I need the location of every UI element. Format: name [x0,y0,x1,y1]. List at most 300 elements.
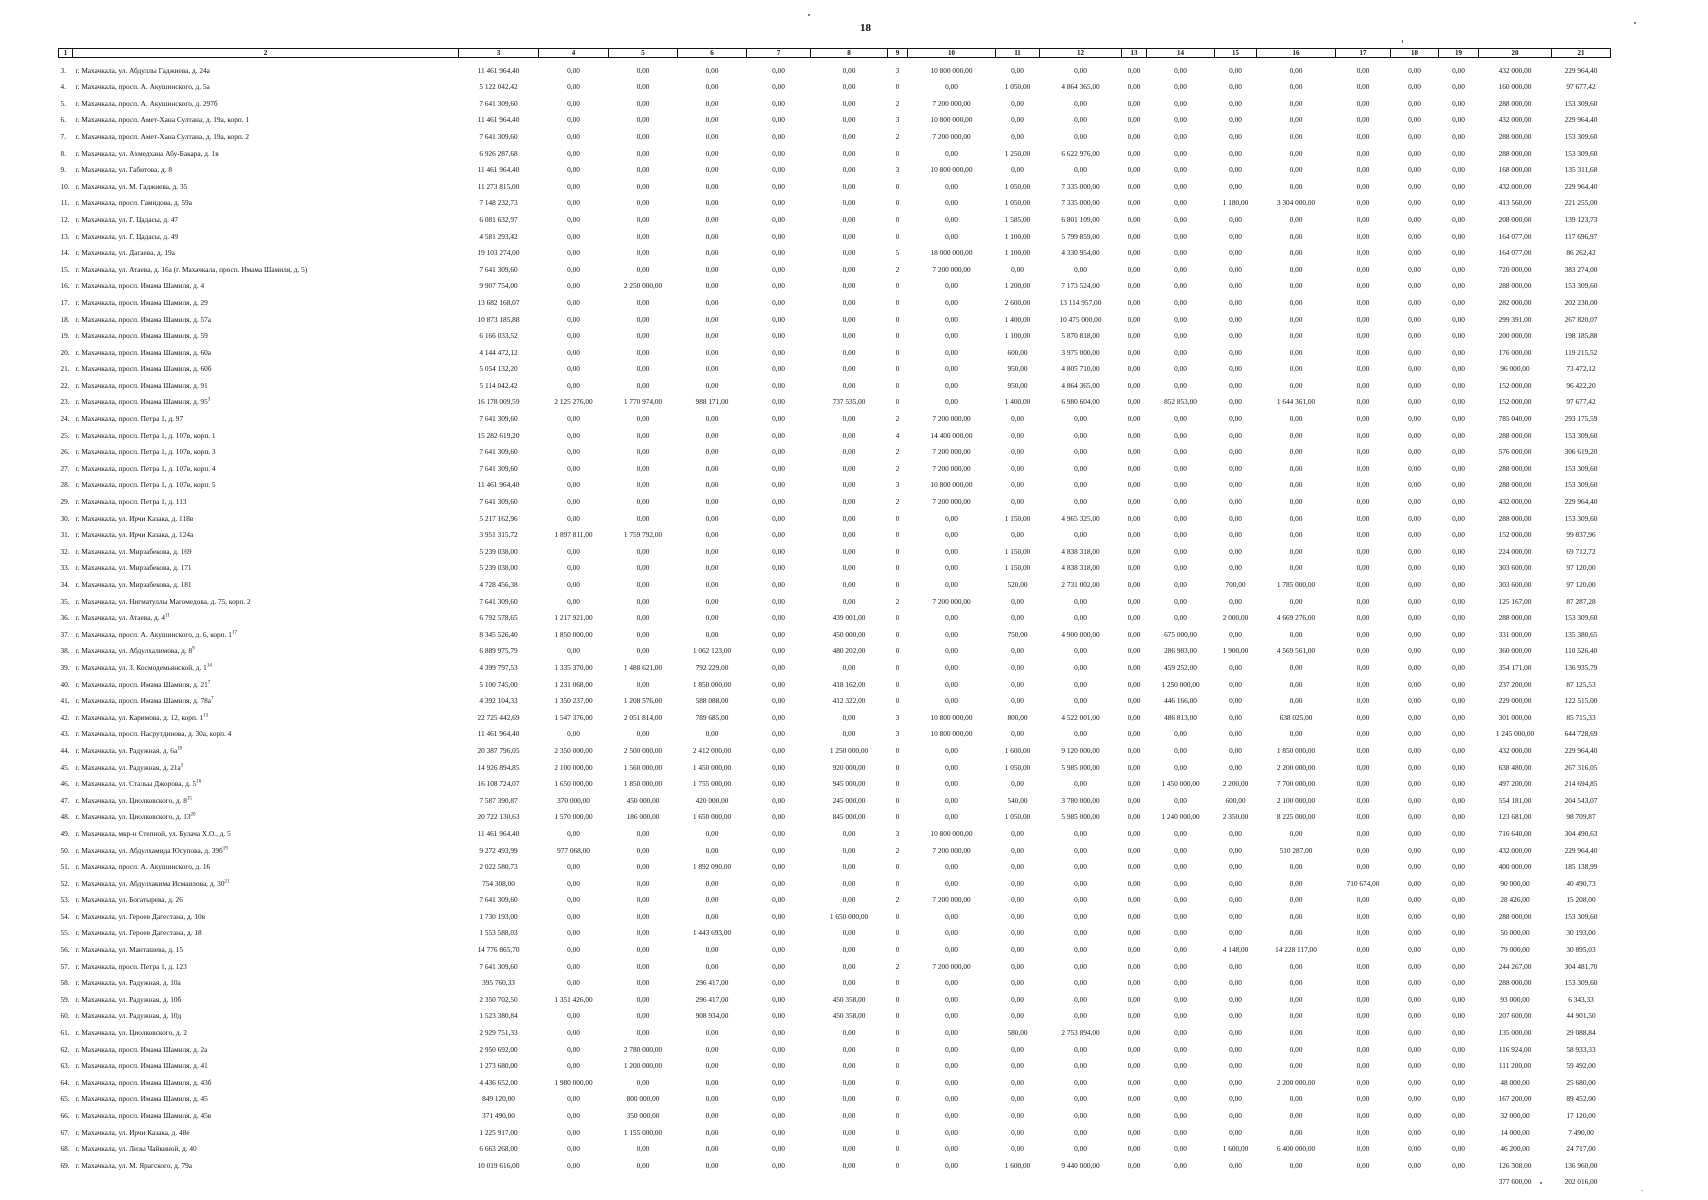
address-text: г. Махачкала, просп. Петра 1, д. 107в, корп. 4 [75,463,216,473]
row-number: 62. [60,1044,70,1054]
value-cell-col-5: 0,00 [636,1011,650,1021]
value-cell-col-21: 304 490,63 [1564,828,1598,838]
value-cell-col-3: 7 641 309,60 [479,131,518,141]
value-cell-col-7: 0,00 [772,480,785,490]
value-cell-col-10: 0,00 [945,380,958,390]
value-cell-col-5: 0,00 [636,463,650,473]
value-cell-col-17: 0,00 [1356,148,1370,158]
value-cell-col-8: 439 001,00 [832,613,866,623]
value-cell-col-6: 1 450 000,00 [692,762,732,772]
value-cell-col-19: 0,00 [1452,131,1465,141]
value-cell-col-15: 0,00 [1229,1160,1242,1170]
value-cell-col-18: 0,00 [1408,414,1421,424]
value-cell-col-17: 0,00 [1356,1044,1370,1054]
value-cell-col-17: 0,00 [1356,281,1370,291]
value-cell-col-9: 0 [895,297,900,307]
value-cell-col-4: 1 650 000,00 [554,779,593,789]
value-cell-col-4: 0,00 [567,961,580,971]
value-cell-col-7: 0,00 [772,745,785,755]
table-row [59,75,1611,92]
value-cell-col-18: 0,00 [1408,1144,1421,1154]
value-cell-col-10 [908,1170,996,1187]
row-number: 11. [60,198,70,208]
value-cell-col-8: 0,00 [842,513,856,523]
value-cell-col-19: 0,00 [1452,895,1465,905]
value-cell-col-17: 0,00 [1356,198,1370,208]
value-cell-col-20: 167 200,00 [1498,1094,1532,1104]
table-row [59,572,1611,589]
table-row [59,207,1611,224]
value-cell-col-18: 0,00 [1408,131,1421,141]
value-cell-col-6: 0,00 [705,513,719,523]
value-cell-col-10: 0,00 [945,646,958,656]
address-cell [73,689,459,706]
value-cell-col-15: 0,00 [1229,729,1242,739]
value-cell-col-18: 0,00 [1408,928,1421,938]
value-cell-col-4: 0,00 [567,463,580,473]
value-cell-col-14: 0,00 [1174,928,1187,938]
address-text: г. Махачкала, ул. Ахмедхана Абу-Бакара, д. 1в [75,148,219,158]
value-cell-col-19: 0,00 [1452,629,1465,639]
value-cell-col-18: 0,00 [1408,1111,1421,1120]
value-cell-col-19 [1439,1170,1479,1187]
value-cell-col-19: 0,00 [1452,696,1465,706]
value-cell-col-8: 0,00 [842,878,856,888]
value-cell-col-12: 6 801 109,00 [1061,214,1100,224]
value-cell-col-19: 0,00 [1452,1111,1465,1120]
value-cell-col-11: 0,00 [1011,1044,1024,1054]
value-cell-col-8: 450 000,00 [832,629,866,639]
value-cell-col-9: 0 [895,347,900,357]
row-number: 33. [60,563,70,573]
address-text: г. Махачкала, ул. Радужная, д. 10д [75,1011,182,1021]
value-cell-col-11: 1 100,00 [1004,331,1031,341]
value-cell-col-11: 1 050,00 [1004,812,1031,822]
value-cell-col-18: 0,00 [1408,596,1421,606]
value-cell-col-12: 0,00 [1074,497,1087,507]
value-cell-col-4: 0,00 [567,347,580,357]
value-cell-col-9: 0 [895,945,900,955]
value-cell-col-13: 0,00 [1127,131,1141,141]
value-cell-col-20: 96 000,00 [1500,364,1530,374]
value-cell-col-21: 15 208,00 [1566,895,1596,905]
value-cell-col-16: 0,00 [1289,181,1303,191]
address-text: г. Махачкала, ул. Мирзабекова, д. 169 [75,546,192,556]
value-cell-col-9: 0 [895,314,900,324]
scan-speck [808,14,810,16]
value-cell-col-9: 0 [895,662,900,672]
value-cell-col-20: 720 000,00 [1498,264,1532,274]
value-cell-col-16: 2 200 000,00 [1276,1077,1316,1087]
value-cell-col-8: 845 000,00 [832,812,866,822]
value-cell-col-21: 153 309,60 [1564,613,1598,623]
value-cell-col-6: 0,00 [705,961,719,971]
address-cell [73,987,459,1004]
address-text: г. Махачкала, ул. Габитова, д. 8 [75,165,172,175]
address-cell [73,606,459,623]
value-cell-col-10: 0,00 [945,1111,958,1120]
row-number: 49. [60,828,70,838]
value-cell-col-3: 20 722 130,63 [477,812,520,822]
value-cell-col-18: 0,00 [1408,214,1421,224]
value-cell-col-12: 0,00 [1074,165,1087,175]
value-cell-col-19: 0,00 [1452,148,1465,158]
value-cell-col-21: 229 964,40 [1564,745,1598,755]
value-cell-col-19: 0,00 [1452,978,1465,988]
value-cell-col-20: 1 245 000,00 [1495,729,1535,739]
value-cell-col-13: 0,00 [1127,1011,1141,1021]
value-cell-col-5: 0,00 [636,646,650,656]
value-cell-col-18: 0,00 [1408,1028,1421,1038]
value-cell-col-16: 2 100 000,00 [1276,795,1316,805]
value-cell-col-14: 0,00 [1174,828,1187,838]
value-cell-col-20: 331 000,00 [1498,629,1532,639]
value-cell-col-4: 2 350 000,00 [554,745,593,755]
value-cell-col-9: 0 [895,546,900,556]
value-cell-col-17: 0,00 [1356,1061,1370,1071]
value-cell-col-17: 0,00 [1356,994,1370,1004]
value-cell-col-5: 0,00 [636,181,650,191]
value-cell-col-14: 0,00 [1174,845,1187,855]
value-cell-col-12: 0,00 [1074,862,1087,872]
value-cell-col-16: 0,00 [1289,1061,1303,1071]
row-number: 55. [60,928,70,938]
address-text: г. Махачкала, просп. Петра 1, д. 123 [75,961,187,971]
value-cell-col-13: 0,00 [1127,1160,1141,1170]
value-cell-col-9: 0 [895,1044,900,1054]
value-cell-col-4: 0,00 [567,1144,580,1154]
value-cell-col-3: 7 641 309,60 [479,497,518,507]
value-cell-col-8: 0,00 [842,1044,856,1054]
value-cell-col-12: 6 622 976,00 [1061,148,1100,158]
column-number: 17 [1336,49,1391,58]
value-cell-col-3: 11 461 964,40 [477,115,520,125]
value-cell-col-19: 0,00 [1452,414,1465,424]
value-cell-col-10: 10 800 000,00 [930,828,973,838]
value-cell-col-20: 207 600,00 [1498,1011,1532,1021]
value-cell-col-11: 0,00 [1011,480,1024,490]
value-cell-col-13: 0,00 [1127,530,1141,540]
value-cell-col-15: 0,00 [1229,463,1242,473]
value-cell-col-9: 0 [895,1094,900,1104]
value-cell-col-14: 1 450 000,00 [1161,779,1200,789]
value-cell-col-17: 0,00 [1356,264,1370,274]
value-cell-col-3: 4 581 293,42 [479,231,518,241]
value-cell-col-10: 7 200 000,00 [932,414,971,424]
table-row [59,290,1611,307]
address-text: г. Махачкала, ул. Нигматуллы Магомедова, д. 75, корп. 2 [75,596,251,606]
value-cell-col-13: 0,00 [1127,264,1141,274]
table-row [59,722,1611,739]
value-cell-col-7: 0,00 [772,513,785,523]
value-cell-col-14: 852 853,00 [1164,397,1197,407]
value-cell-col-16: 1 785 000,00 [1276,580,1316,589]
value-cell-col-12: 0,00 [1074,115,1087,125]
value-cell-col-6: 0,00 [705,115,719,125]
value-cell-col-21: 153 309,60 [1564,131,1598,141]
value-cell-col-20: 200 000,00 [1498,331,1532,341]
value-cell-col-18: 0,00 [1408,828,1421,838]
value-cell-col-12: 9 440 000,00 [1061,1160,1100,1170]
value-cell-col-14: 0,00 [1174,563,1187,573]
address-text: г. Махачкала, ул. Циолковского, д. 8 [75,795,187,805]
value-cell-col-6: 0,00 [705,198,719,208]
value-cell-col-8: 0,00 [842,1160,856,1170]
value-cell-col-11: 1 200,00 [1004,281,1031,291]
column-number: 16 [1257,49,1336,58]
address-text: г. Махачкала, просп. Имама Шамиля, д. 21 [75,679,208,689]
value-cell-col-5: 0,00 [636,131,650,141]
value-cell-col-5: 0,00 [636,978,650,988]
footnote-mark: 15 [186,796,192,802]
value-cell-col-18: 0,00 [1408,1061,1421,1071]
value-cell-col-21: 153 309,60 [1564,513,1598,523]
value-cell-col-12: 4 864 365,00 [1061,380,1100,390]
value-cell-col-12: 0,00 [1074,480,1087,490]
address-text: г. Махачкала, просп. Имама Шамиля, д. 45в [75,1111,212,1120]
value-cell-col-19: 0,00 [1452,1044,1465,1054]
value-cell-col-20: 716 640,00 [1498,828,1532,838]
value-cell-col-13 [1122,1170,1147,1187]
value-cell-col-13: 0,00 [1127,596,1141,606]
value-cell-col-17: 0,00 [1356,911,1370,921]
table-row [59,556,1611,573]
value-cell-col-5: 0,00 [636,480,650,490]
value-cell-col-15: 700,00 [1225,580,1246,589]
row-number: 7. [60,131,66,141]
value-cell-col-19: 0,00 [1452,380,1465,390]
table-row [59,788,1611,805]
value-cell-col-17: 0,00 [1356,530,1370,540]
value-cell-col-20: 303 600,00 [1498,563,1532,573]
value-cell-col-8: 0,00 [842,845,856,855]
table-row [59,606,1611,623]
value-cell-col-6: 0,00 [705,1061,719,1071]
value-cell-col-20: 377 600,00 [1498,1177,1532,1187]
value-cell-col-4: 0,00 [567,895,580,905]
value-cell-col-15: 0,00 [1229,546,1242,556]
value-cell-col-7: 0,00 [772,1044,785,1054]
value-cell-col-16: 0,00 [1289,463,1303,473]
value-cell-col-10: 0,00 [945,662,958,672]
value-cell-col-14: 0,00 [1174,430,1187,440]
value-cell-col-13: 0,00 [1127,115,1141,125]
value-cell-col-20: 116 924,00 [1498,1044,1532,1054]
value-cell-col-5: 2 500 000,00 [623,745,663,755]
table-row [59,158,1611,175]
address-cell [73,755,459,772]
value-cell-col-12 [1040,1170,1122,1187]
value-cell-col-14: 0,00 [1174,65,1187,75]
value-cell-col-6: 0,00 [705,911,719,921]
value-cell-col-13: 0,00 [1127,1111,1141,1120]
table-row [59,241,1611,258]
value-cell-col-14: 0,00 [1174,165,1187,175]
value-cell-col-11: 1 050,00 [1004,762,1031,772]
value-cell-col-7: 0,00 [772,414,785,424]
value-cell-col-8: 0,00 [842,1111,856,1120]
value-cell-col-5: 0,00 [636,331,650,341]
value-cell-col-5: 0,00 [636,1144,650,1154]
value-cell-col-18: 0,00 [1408,181,1421,191]
table-row [59,224,1611,241]
value-cell-col-17: 0,00 [1356,1028,1370,1038]
value-cell-col-9: 0 [895,978,900,988]
value-cell-col-11: 1 585,00 [1004,214,1031,224]
value-cell-col-9: 0 [895,1077,900,1087]
value-cell-col-14: 0,00 [1174,613,1187,623]
value-cell-col-7: 0,00 [772,878,785,888]
value-cell-col-3: 7 641 309,60 [479,895,518,905]
value-cell-col-3: 6 081 632,97 [479,214,518,224]
address-text: г. Махачкала, ул. Каримова, д. 12, корп. 1 [75,712,204,722]
value-cell-col-8: 0,00 [842,181,856,191]
value-cell-col-10: 0,00 [945,745,958,755]
value-cell-col-11: 1 100,00 [1004,248,1031,258]
value-cell-col-17: 0,00 [1356,430,1370,440]
value-cell-col-6: 0,00 [705,1044,719,1054]
address-cell [73,357,459,374]
value-cell-col-7: 0,00 [772,613,785,623]
value-cell-col-12: 0,00 [1074,978,1087,988]
value-cell-col-13: 0,00 [1127,1127,1141,1137]
value-cell-col-12: 5 985 000,00 [1061,762,1100,772]
value-cell-col-10: 0,00 [945,364,958,374]
value-cell-col-5: 0,00 [636,430,650,440]
value-cell-col-16: 14 228 117,00 [1275,945,1317,955]
value-cell-col-13: 0,00 [1127,463,1141,473]
value-cell-col-17: 0,00 [1356,762,1370,772]
value-cell-col-15: 600,00 [1225,795,1246,805]
row-number: 31. [60,530,70,540]
value-cell-col-15: 0,00 [1229,297,1242,307]
value-cell-col-13: 0,00 [1127,862,1141,872]
address-cell [73,1137,459,1154]
value-cell-col-5: 0,00 [636,1077,650,1087]
value-cell-col-14: 1 240 000,00 [1161,812,1200,822]
value-cell-col-10: 0,00 [945,181,958,191]
value-cell-col-3: 6 663 268,00 [479,1144,518,1154]
value-cell-col-17: 0,00 [1356,480,1370,490]
column-number: 5 [609,49,678,58]
value-cell-col-8: 0,00 [842,978,856,988]
address-cell [73,855,459,872]
value-cell-col-20: 432 000,00 [1498,115,1532,125]
value-cell-col-19: 0,00 [1452,1077,1465,1087]
value-cell-col-7: 0,00 [772,131,785,141]
address-text: г. Махачкала, просп. Амет-Хана Султана, д. 19а, корп. 1 [75,115,250,125]
value-cell-col-12: 0,00 [1074,679,1087,689]
table-row [59,622,1611,639]
value-cell-col-13: 0,00 [1127,98,1141,108]
value-cell-col-7: 0,00 [772,762,785,772]
value-cell-col-14: 0,00 [1174,331,1187,341]
table-row [59,539,1611,556]
value-cell-col-10: 0,00 [945,1011,958,1021]
value-cell-col-3: 7 148 232,73 [479,198,518,208]
value-cell-col-15: 0,00 [1229,911,1242,921]
value-cell-col-16: 0,00 [1289,480,1303,490]
value-cell-col-3: 10 019 616,00 [477,1160,520,1170]
value-cell-col-19: 0,00 [1452,331,1465,341]
value-cell-col-3: 2 929 751,33 [479,1028,518,1038]
value-cell-col-10: 7 200 000,00 [932,447,971,457]
value-cell-col-3: 2 350 702,50 [479,994,518,1004]
value-cell-col-12: 3 780 000,00 [1061,795,1100,805]
address-cell [73,91,459,108]
address-text: г. Махачкала, просп. Петра 1, д. 97 [75,414,184,424]
value-cell-col-14: 0,00 [1174,198,1187,208]
value-cell-col-6: 0,00 [705,414,719,424]
value-cell-col-3: 10 873 185,88 [477,314,520,324]
value-cell-col-5: 0,00 [636,546,650,556]
address-cell [73,639,459,656]
value-cell-col-16: 0,00 [1289,314,1303,324]
value-cell-col-17: 0,00 [1356,546,1370,556]
value-cell-col-20: 400 000,00 [1498,862,1532,872]
address-text: г. Махачкала, ул. Атаева, д. 16а (г. Махачкала, просп. Имама Шамиля, д. 5) [75,264,308,274]
value-cell-col-15 [1215,1170,1257,1187]
table-row [59,921,1611,938]
value-cell-col-14: 1 250 000,00 [1161,679,1200,689]
value-cell-col-8: 0,00 [842,430,856,440]
value-cell-col-3: 1 730 193,00 [479,911,518,921]
value-cell-col-15: 0,00 [1229,928,1242,938]
address-cell [73,871,459,888]
value-cell-col-16: 0,00 [1289,1111,1303,1120]
value-cell-col-17: 0,00 [1356,165,1370,175]
value-cell-col-3: 7 641 309,60 [479,98,518,108]
column-number: 14 [1147,49,1215,58]
value-cell-col-12: 0,00 [1074,878,1087,888]
value-cell-col-3 [459,1170,539,1187]
value-cell-col-6: 1 755 000,00 [692,779,732,789]
value-cell-col-21: 139 123,73 [1564,214,1598,224]
value-cell-col-3: 6 926 287,68 [479,148,518,158]
value-cell-col-19: 0,00 [1452,828,1465,838]
value-cell-col-8: 0,00 [842,1061,856,1071]
value-cell-col-8: 0,00 [842,530,856,540]
row-number: 47. [60,795,70,805]
value-cell-col-21: 229 964,40 [1564,845,1598,855]
value-cell-col-5: 0,00 [636,613,650,623]
value-cell-col-12: 0,00 [1074,530,1087,540]
address-text: г. Махачкала, просп. Имама Шамиля, д. 59 [75,331,208,341]
value-cell-col-4: 0,00 [567,580,580,589]
value-cell-col-18: 0,00 [1408,380,1421,390]
value-cell-col-12: 0,00 [1074,1061,1087,1071]
value-cell-col-12: 2 753 894,00 [1061,1028,1100,1038]
value-cell-col-7: 0,00 [772,546,785,556]
value-cell-col-10: 0,00 [945,1044,958,1054]
value-cell-col-6: 0,00 [705,1028,719,1038]
value-cell-col-17: 0,00 [1356,65,1370,75]
value-cell-col-15: 0,00 [1229,82,1242,92]
address-text: г. Махачкала, просп. Петра 1, д. 107в, корп. 3 [75,447,216,457]
address-text: г. Махачкала, просп. Имама Шамиля, д. 91 [75,380,208,390]
value-cell-col-18: 0,00 [1408,98,1421,108]
value-cell-col-5: 0,00 [636,563,650,573]
value-cell-col-6: 0,00 [705,546,719,556]
scan-speck [1642,1190,1643,1191]
value-cell-col-5: 350 000,00 [626,1111,660,1120]
address-cell [73,274,459,291]
address-cell [73,589,459,606]
address-cell [73,58,459,75]
value-cell-col-6: 0,00 [705,878,719,888]
address-cell [73,1004,459,1021]
value-cell-col-8: 0,00 [842,546,856,556]
